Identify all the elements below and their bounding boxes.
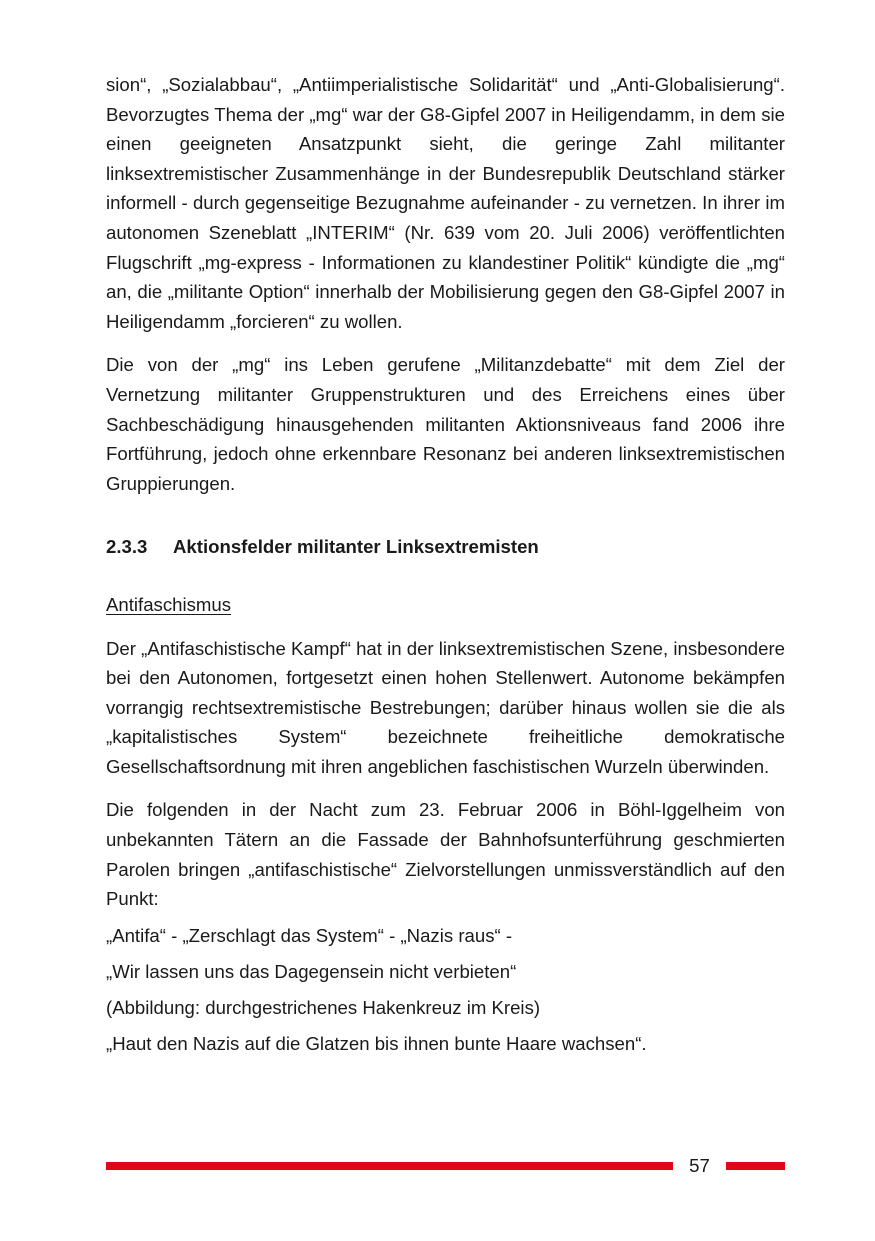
paragraph: Die von der „mg“ ins Leben gerufene „Militanzdebatte“ mit dem Ziel der Vernetzung militanter Gruppenstrukturen und des Erreichens eines über Sachbeschädigung hinausgehenden militanten Aktionsniveaus fand 2006 ihre Fortführung, jedoch ohne erkennbare Resonanz bei anderen linksextremistischen Gruppierungen. bbox=[106, 354, 785, 494]
footer-rule-left bbox=[106, 1162, 673, 1170]
section-title: Aktionsfelder militanter Linksextremisten bbox=[173, 536, 539, 558]
section-number: 2.3.3 bbox=[106, 536, 148, 558]
footer-rule-right bbox=[726, 1162, 785, 1170]
paragraph: sion“, „Sozialabbau“, „Antiimperialistische Solidarität“ und „Anti-Globalisierung“. Bevorzugtes Thema der „mg“ war der G8-Gipfel 2007 in Heiligendamm, in dem sie einen geeigneten Ansatzpunkt sieht, die geringe Zahl militanter linksextremistischer Zusammenhänge in der Bundesrepublik Deutschland stärker informell - durch gegenseitige Bezugnahme aufeinander - zu vernetzen. In ihrer im autonomen Szeneblatt „INTERIM“ (Nr. 639 vom 20. Juli 2006) veröffentlichten Flugschrift „mg-express - Informationen zu klandestiner Politik“ kündigte die „mg“ an, die „militante Option“ innerhalb der Mobilisierung gegen den G8-Gipfel 2007 in Heiligendamm „forcieren“ zu wollen. bbox=[106, 74, 785, 332]
subheading: Antifaschismus bbox=[106, 593, 232, 615]
paragraph: Der „Antifaschistische Kampf“ hat in der linksextremistischen Szene, insbesondere bei den Autonomen, fortgesetzt einen hohen Stellenwert. Autonome bekämpfen vorrangig rechtsextremistische Bestrebungen; darüber hinaus wollen sie die als „kapitalistisches System“ bezeichnete freiheitliche demokratische Gesellschaftsordnung mit ihren angeblichen faschistischen Wurzeln überwinden. bbox=[106, 637, 785, 777]
section-heading bbox=[106, 532, 785, 562]
page-number: 57 bbox=[689, 1155, 710, 1176]
quote-line: (Abbildung: durchgestrichenes Hakenkreuz im Kreis) bbox=[106, 996, 541, 1018]
quote-line: „Haut den Nazis auf die Glatzen bis ihnen bunte Haare wachsen“. bbox=[106, 1032, 647, 1054]
quote-line: „Antifa“ - „Zerschlagt das System“ - „Nazis raus“ - bbox=[106, 924, 513, 946]
document-body bbox=[106, 70, 785, 1058]
quote-line: „Wir lassen uns das Dagegensein nicht verbieten“ bbox=[106, 960, 517, 982]
page-footer bbox=[106, 1153, 785, 1179]
paragraph: Die folgenden in der Nacht zum 23. Februar 2006 in Böhl-Iggelheim von unbekannten Tätern an die Fassade der Bahnhofsunterführung geschmierten Parolen bringen „antifaschistische“ Zielvorstellungen unmissverständlich auf den Punkt: bbox=[106, 799, 785, 910]
